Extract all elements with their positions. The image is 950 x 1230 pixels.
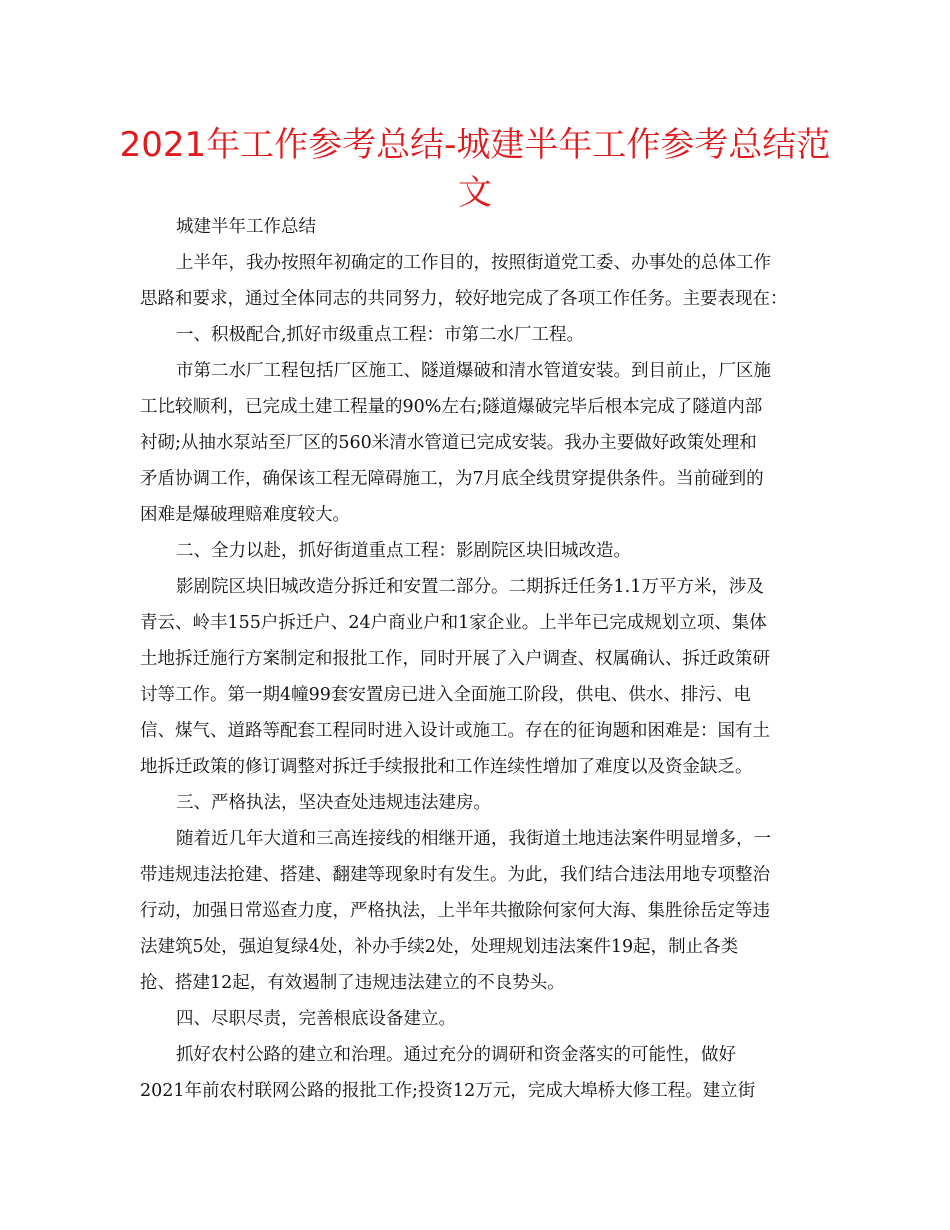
paragraph-line: 2021年前农村联网公路的报批工作;投资12万元，完成大埠桥大修工程。建立街 bbox=[140, 1081, 756, 1101]
section-heading: 三、严格执法，坚决查处违规违法建房。 bbox=[176, 793, 491, 813]
section-heading: 城建半年工作总结 bbox=[176, 217, 316, 237]
paragraph-line: 青云、岭丰155户拆迁户、24户商业户和1家企业。上半年已完成规划立项、集体 bbox=[140, 613, 767, 633]
paragraph-line: 讨等工作。第一期4幢99套安置房已进入全面施工阶段，供电、供水、排污、电 bbox=[140, 685, 751, 705]
paragraph-line: 信、煤气、道路等配套工程同时进入设计或施工。存在的征询题和困难是：国有土 bbox=[140, 721, 770, 741]
paragraph-line: 市第二水厂工程包括厂区施工、隧道爆破和清水管道安装。到目前止，厂区施 bbox=[176, 361, 771, 381]
paragraph-line: 矛盾协调工作，确保该工程无障碍施工，为7月底全线贯穿提供条件。当前碰到的 bbox=[140, 469, 764, 489]
paragraph-line: 土地拆迁施行方案制定和报批工作，同时开展了入户调查、权属确认、拆迁政策研 bbox=[140, 649, 770, 669]
section-heading: 四、尽职尽责，完善根底设备建立。 bbox=[176, 1009, 456, 1029]
paragraph-line: 上半年，我办按照年初确定的工作目的，按照街道党工委、办事处的总体工作 bbox=[176, 253, 771, 273]
paragraph-line: 法建筑5处，强迫复绿4处，补办手续2处，处理规划违法案件19起，制止各类 bbox=[140, 937, 739, 957]
paragraph-line: 抢、搭建12起，有效遏制了违规违法建立的不良势头。 bbox=[140, 973, 565, 993]
paragraph-line: 随着近几年大道和三高连接线的相继开通，我街道土地违法案件明显增多，一 bbox=[176, 829, 771, 849]
paragraph-line: 行动，加强日常巡查力度，严格执法，上半年共撤除何家何大海、集胜徐岳定等违 bbox=[140, 901, 770, 921]
paragraph-line: 影剧院区块旧城改造分拆迁和安置二部分。二期拆迁任务1.1万平方米，涉及 bbox=[176, 577, 764, 597]
document-title-line-1: 2021年工作参考总结-城建半年工作参考总结范 bbox=[119, 125, 831, 165]
section-heading: 二、全力以赴，抓好街道重点工程：影剧院区块旧城改造。 bbox=[176, 541, 631, 561]
paragraph-line: 衬砌;从抽水泵站至厂区的560米清水管道已完成安装。我办主要做好政策处理和 bbox=[140, 433, 757, 453]
paragraph-line: 抓好农村公路的建立和治理。通过充分的调研和资金落实的可能性，做好 bbox=[176, 1045, 736, 1065]
paragraph-line: 困难是爆破理赔难度较大。 bbox=[140, 505, 350, 525]
paragraph-line: 思路和要求，通过全体同志的共同努力，较好地完成了各项工作任务。主要表现在： bbox=[140, 289, 788, 309]
paragraph-line: 带违规违法抢建、搭建、翻建等现象时有发生。为此，我们结合违法用地专项整治 bbox=[140, 865, 770, 885]
paragraph-line: 工比较顺利，已完成土建工程量的90%左右;隧道爆破完毕后根本完成了隧道内部 bbox=[140, 397, 763, 417]
section-heading: 一、积极配合,抓好市级重点工程：市第二水厂工程。 bbox=[176, 325, 585, 345]
paragraph-line: 地拆迁政策的修订调整对拆迁手续报批和工作连续性增加了难度以及资金缺乏。 bbox=[140, 757, 753, 777]
document-title-line-2: 文 bbox=[458, 173, 492, 213]
